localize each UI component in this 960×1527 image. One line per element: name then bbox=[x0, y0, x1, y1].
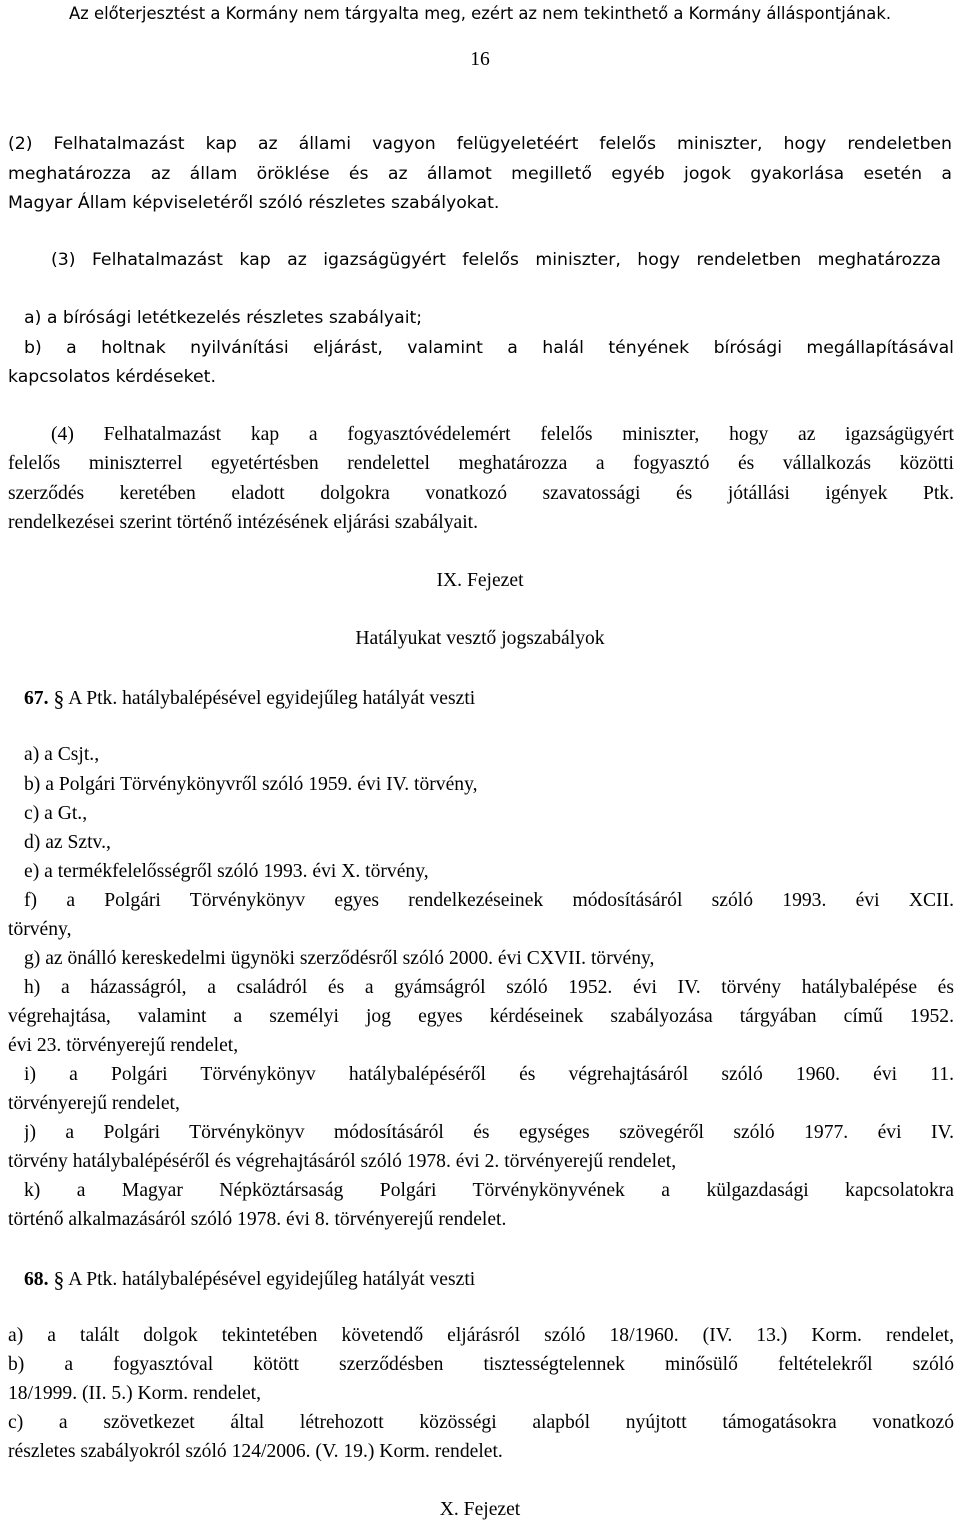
section-68-item-a: a) a talált dolgok tekintetében követendő eljárásról szóló 18/1960. (IV. 13.) Korm. rendelet, bbox=[8, 1325, 954, 1346]
section-67-item-h-cont-1: végrehajtása, valamint a személyi jog egyes kérdéseinek szabályozása tárgyában című 1952. bbox=[8, 1006, 954, 1027]
paragraph-3-item-a: a) a bírósági letétkezelés részletes szabályait; bbox=[24, 308, 423, 328]
section-68-number: 68. bbox=[24, 1269, 49, 1290]
paragraph-4-line-3: szerződés keretében eladott dolgokra vonatkozó szavatossági és jótállási igények Ptk. bbox=[8, 483, 954, 504]
paragraph-3-item-b-cont: kapcsolatos kérdéseket. bbox=[8, 367, 216, 387]
section-68-item-b: b) a fogyasztóval kötött szerződésben tisztességtelennek minősülő feltételekről szóló bbox=[8, 1354, 954, 1375]
paragraph-4-line-1: (4) Felhatalmazást kap a fogyasztóvédelemért felelős miniszter, hogy az igazságügyért bbox=[51, 424, 954, 445]
section-67-item-f-cont: törvény, bbox=[8, 919, 72, 940]
paragraph-2-line-2: meghatározza az állam öröklése és az államot megillető egyéb jogok gyakorlása esetén a bbox=[8, 164, 952, 184]
paragraph-2-line-1: (2) Felhatalmazást kap az állami vagyon felügyeletéért felelős miniszter, hogy rendeletben bbox=[8, 134, 952, 154]
section-67-item-d: d) az Sztv., bbox=[24, 832, 111, 853]
section-67-text: A Ptk. hatálybalépésével egyidejűleg hatályát veszti bbox=[68, 688, 476, 709]
section-67-item-k: k) a Magyar Népköztársaság Polgári Törvénykönyvének a külgazdasági kapcsolatokra bbox=[24, 1180, 954, 1201]
paragraph-4-line-4: rendelkezései szerint történő intézésének eljárási szabályait. bbox=[8, 512, 479, 533]
section-67-item-a: a) a Csjt., bbox=[24, 744, 100, 765]
paragraph-2-line-3: Magyar Állam képviseletéről szóló részletes szabályokat. bbox=[8, 193, 500, 213]
section-67-item-e: e) a termékfelelősségről szóló 1993. évi X. törvény, bbox=[24, 861, 429, 882]
section-sign-icon: § bbox=[53, 686, 65, 711]
section-67-item-f: f) a Polgári Törvénykönyv egyes rendelkezéseinek módosításáról szóló 1993. évi XCII. bbox=[24, 890, 954, 911]
page-header-note: Az előterjesztést a Kormány nem tárgyalta meg, ezért az nem tekinthető a Kormány álláspontjának. bbox=[68, 4, 892, 23]
section-67-item-g: g) az önálló kereskedelmi ügynöki szerződésről szóló 2000. évi CXVII. törvény, bbox=[24, 948, 655, 969]
page-number: 16 bbox=[470, 49, 490, 70]
chapter-9-title: IX. Fejezet bbox=[436, 570, 524, 591]
section-67-heading bbox=[24, 685, 475, 711]
section-68-heading bbox=[24, 1266, 475, 1292]
section-67-item-h: h) a házasságról, a családról és a gyámságról szóló 1952. évi IV. törvény hatálybalépése és bbox=[24, 977, 954, 998]
section-68-item-c: c) a szövetkezet által létrehozott közösségi alapból nyújtott támogatásokra vonatkozó bbox=[8, 1412, 954, 1433]
section-68-item-c-cont: részletes szabályokról szóló 124/2006. (V. 19.) Korm. rendelet. bbox=[8, 1441, 503, 1462]
chapter-10-title: X. Fejezet bbox=[439, 1499, 521, 1520]
section-67-item-i-cont: törvényerejű rendelet, bbox=[8, 1093, 180, 1114]
paragraph-3-item-b: b) a holtnak nyilvánítási eljárást, valamint a halál tényének bírósági megállapításával bbox=[24, 338, 954, 358]
section-68-item-b-cont: 18/1999. (II. 5.) Korm. rendelet, bbox=[8, 1383, 262, 1404]
section-67-number: 67. bbox=[24, 688, 49, 709]
section-67-item-i: i) a Polgári Törvénykönyv hatálybalépéséről és végrehajtásáról szóló 1960. évi 11. bbox=[24, 1064, 954, 1085]
section-68-text: A Ptk. hatálybalépésével egyidejűleg hatályát veszti bbox=[68, 1269, 476, 1290]
section-67-item-b: b) a Polgári Törvénykönyvről szóló 1959. évi IV. törvény, bbox=[24, 774, 478, 795]
section-67-item-h-cont-2: évi 23. törvényerejű rendelet, bbox=[8, 1035, 239, 1056]
paragraph-3-intro: (3) Felhatalmazást kap az igazságügyért felelős miniszter, hogy rendeletben meghatározza bbox=[51, 250, 941, 270]
section-67-item-c: c) a Gt., bbox=[24, 803, 88, 824]
section-67-item-j-cont: törvény hatálybalépéséről és végrehajtásáról szóló 1978. évi 2. törvényerejű rendelet, bbox=[8, 1151, 677, 1172]
chapter-9-subtitle: Hatályukat vesztő jogszabályok bbox=[355, 628, 605, 649]
paragraph-4-line-2: felelős miniszterrel egyetértésben rendelettel meghatározza a fogyasztó és vállalkozás közötti bbox=[8, 453, 954, 474]
section-67-item-k-cont: történő alkalmazásáról szóló 1978. évi 8. törvényerejű rendelet. bbox=[8, 1209, 507, 1230]
section-67-item-j: j) a Polgári Törvénykönyv módosításáról és egységes szövegéről szóló 1977. évi IV. bbox=[24, 1122, 954, 1143]
section-sign-icon: § bbox=[53, 1267, 65, 1292]
